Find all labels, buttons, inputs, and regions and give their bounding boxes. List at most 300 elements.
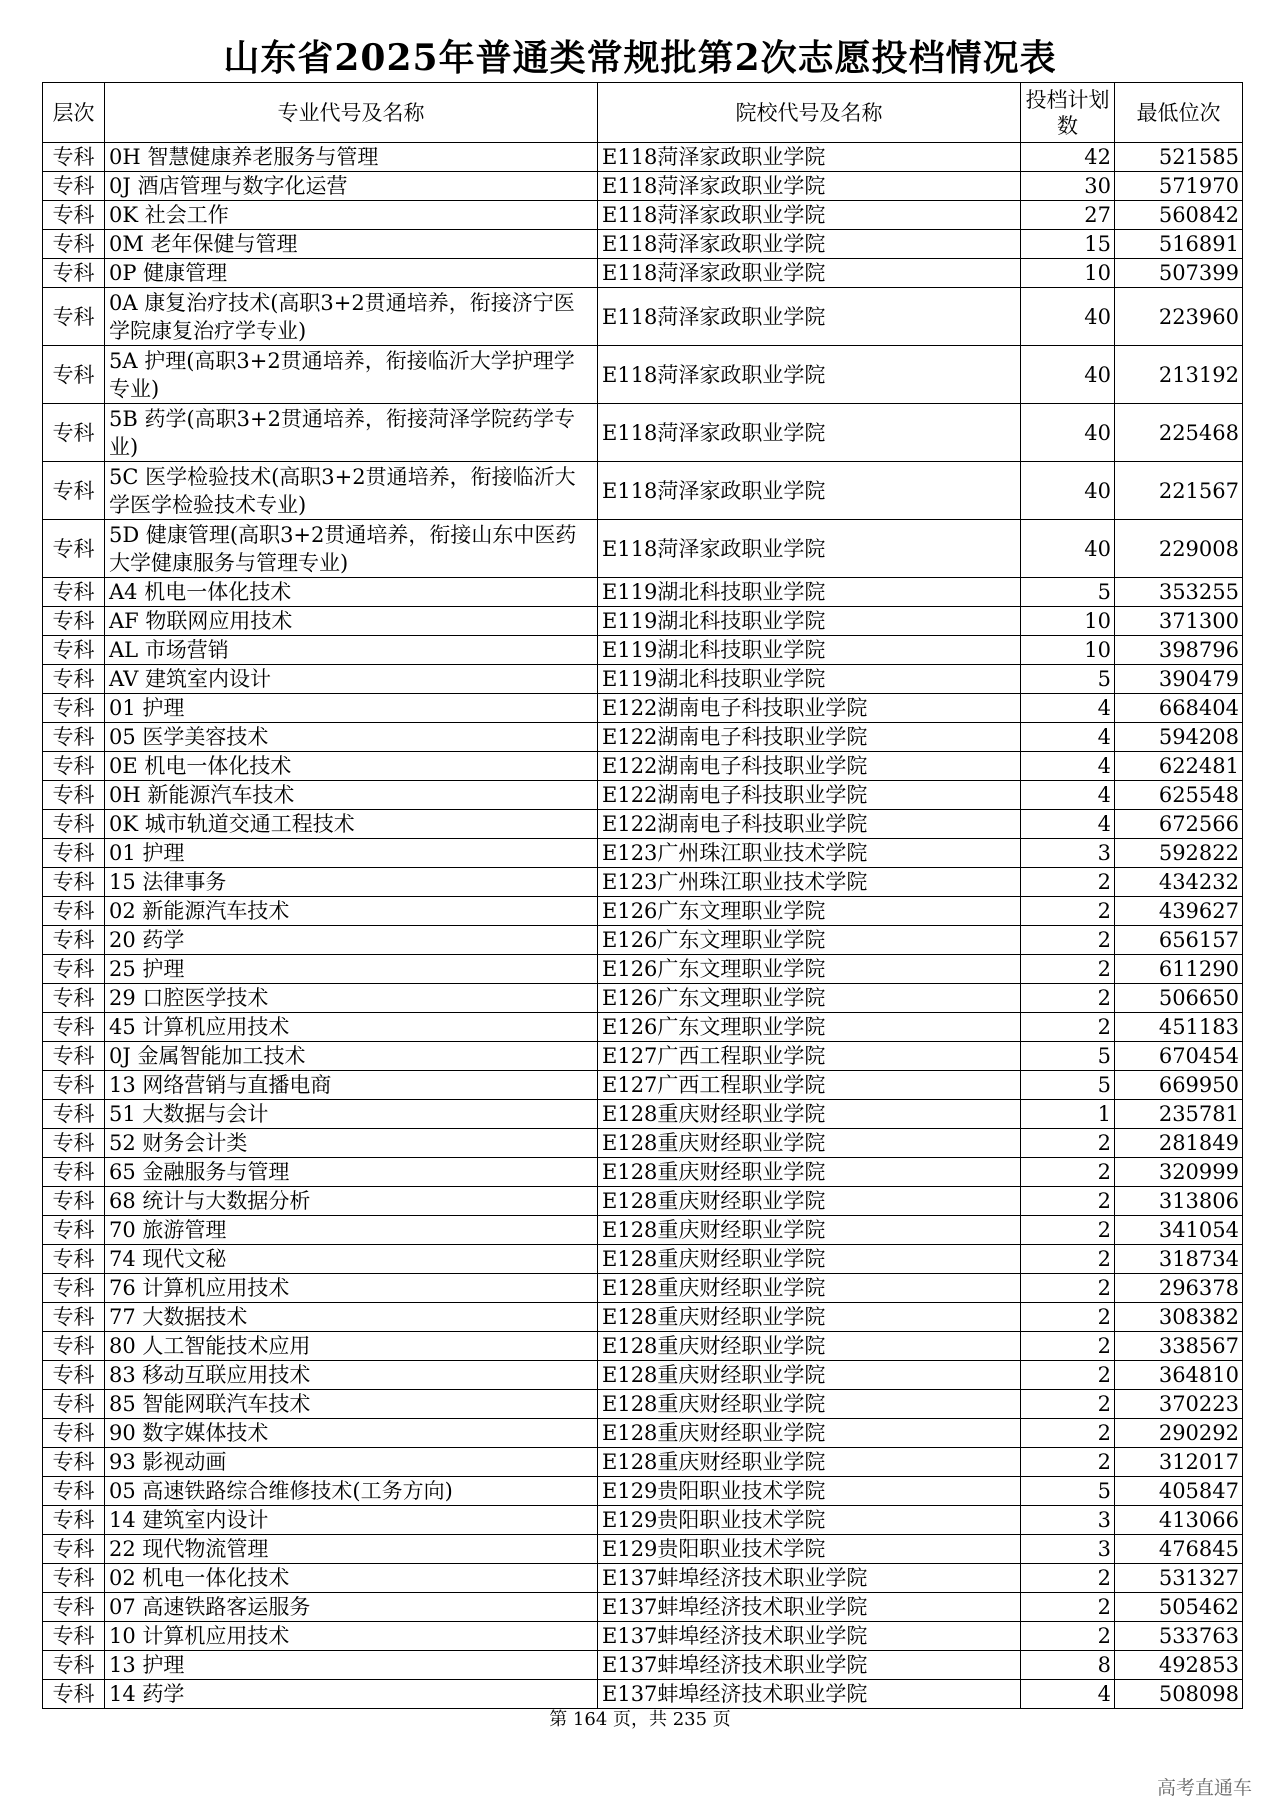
header-rank: 最低位次 bbox=[1115, 83, 1243, 143]
table-row bbox=[43, 781, 1243, 810]
cell-rank: 213192 bbox=[1115, 346, 1243, 404]
cell-level: 专科 bbox=[43, 665, 105, 694]
cell-school: E118菏泽家政职业学院 bbox=[598, 201, 1021, 230]
header-school: 院校代号及名称 bbox=[598, 83, 1021, 143]
cell-major: 0P 健康管理 bbox=[105, 259, 598, 288]
cell-major: 0J 金属智能加工技术 bbox=[105, 1042, 598, 1071]
cell-level: 专科 bbox=[43, 1593, 105, 1622]
cell-rank: 521585 bbox=[1115, 143, 1243, 172]
cell-plan: 3 bbox=[1021, 1535, 1115, 1564]
cell-rank: 353255 bbox=[1115, 578, 1243, 607]
cell-school: E119湖北科技职业学院 bbox=[598, 665, 1021, 694]
cell-plan: 10 bbox=[1021, 636, 1115, 665]
cell-school: E119湖北科技职业学院 bbox=[598, 578, 1021, 607]
cell-major: 45 计算机应用技术 bbox=[105, 1013, 598, 1042]
cell-plan: 2 bbox=[1021, 1361, 1115, 1390]
table-row bbox=[43, 1680, 1243, 1709]
cell-major: 02 机电一体化技术 bbox=[105, 1564, 598, 1593]
cell-rank: 296378 bbox=[1115, 1274, 1243, 1303]
table-row bbox=[43, 984, 1243, 1013]
cell-plan: 4 bbox=[1021, 694, 1115, 723]
cell-level: 专科 bbox=[43, 520, 105, 578]
cell-rank: 672566 bbox=[1115, 810, 1243, 839]
cell-rank: 594208 bbox=[1115, 723, 1243, 752]
cell-level: 专科 bbox=[43, 752, 105, 781]
cell-school: E128重庆财经职业学院 bbox=[598, 1216, 1021, 1245]
table-row bbox=[43, 346, 1243, 404]
cell-level: 专科 bbox=[43, 839, 105, 868]
cell-major: 0M 老年保健与管理 bbox=[105, 230, 598, 259]
cell-level: 专科 bbox=[43, 172, 105, 201]
cell-rank: 434232 bbox=[1115, 868, 1243, 897]
cell-school: E128重庆财经职业学院 bbox=[598, 1158, 1021, 1187]
cell-level: 专科 bbox=[43, 1158, 105, 1187]
cell-major: 25 护理 bbox=[105, 955, 598, 984]
cell-rank: 656157 bbox=[1115, 926, 1243, 955]
table-row bbox=[43, 1419, 1243, 1448]
cell-plan: 10 bbox=[1021, 607, 1115, 636]
cell-rank: 364810 bbox=[1115, 1361, 1243, 1390]
cell-level: 专科 bbox=[43, 1680, 105, 1709]
cell-plan: 42 bbox=[1021, 143, 1115, 172]
table-row bbox=[43, 259, 1243, 288]
table-row bbox=[43, 1216, 1243, 1245]
cell-level: 专科 bbox=[43, 1535, 105, 1564]
cell-major: 10 计算机应用技术 bbox=[105, 1622, 598, 1651]
cell-rank: 312017 bbox=[1115, 1448, 1243, 1477]
table-row bbox=[43, 868, 1243, 897]
cell-plan: 2 bbox=[1021, 1274, 1115, 1303]
cell-major: 70 旅游管理 bbox=[105, 1216, 598, 1245]
table-row bbox=[43, 288, 1243, 346]
cell-rank: 235781 bbox=[1115, 1100, 1243, 1129]
table-row bbox=[43, 1361, 1243, 1390]
cell-level: 专科 bbox=[43, 1419, 105, 1448]
table-row bbox=[43, 172, 1243, 201]
cell-level: 专科 bbox=[43, 201, 105, 230]
table-row bbox=[43, 1390, 1243, 1419]
cell-major: 5A 护理(高职3+2贯通培养，衔接临沂大学护理学专业) bbox=[105, 346, 598, 404]
cell-school: E126广东文理职业学院 bbox=[598, 926, 1021, 955]
cell-major: 22 现代物流管理 bbox=[105, 1535, 598, 1564]
cell-level: 专科 bbox=[43, 288, 105, 346]
cell-plan: 4 bbox=[1021, 723, 1115, 752]
cell-rank: 290292 bbox=[1115, 1419, 1243, 1448]
cell-school: E128重庆财经职业学院 bbox=[598, 1303, 1021, 1332]
cell-plan: 2 bbox=[1021, 1303, 1115, 1332]
cell-rank: 669950 bbox=[1115, 1071, 1243, 1100]
cell-rank: 223960 bbox=[1115, 288, 1243, 346]
cell-major: 90 数字媒体技术 bbox=[105, 1419, 598, 1448]
table-row bbox=[43, 955, 1243, 984]
cell-school: E128重庆财经职业学院 bbox=[598, 1274, 1021, 1303]
table-row bbox=[43, 1042, 1243, 1071]
header-plan: 投档计划数 bbox=[1021, 83, 1115, 143]
cell-rank: 390479 bbox=[1115, 665, 1243, 694]
cell-plan: 4 bbox=[1021, 810, 1115, 839]
cell-level: 专科 bbox=[43, 694, 105, 723]
table-row bbox=[43, 810, 1243, 839]
table-row bbox=[43, 404, 1243, 462]
cell-level: 专科 bbox=[43, 1013, 105, 1042]
cell-school: E119湖北科技职业学院 bbox=[598, 607, 1021, 636]
cell-level: 专科 bbox=[43, 1477, 105, 1506]
cell-rank: 531327 bbox=[1115, 1564, 1243, 1593]
cell-major: 5D 健康管理(高职3+2贯通培养，衔接山东中医药大学健康服务与管理专业) bbox=[105, 520, 598, 578]
cell-level: 专科 bbox=[43, 607, 105, 636]
cell-level: 专科 bbox=[43, 404, 105, 462]
cell-rank: 371300 bbox=[1115, 607, 1243, 636]
cell-level: 专科 bbox=[43, 1361, 105, 1390]
cell-major: 0J 酒店管理与数字化运营 bbox=[105, 172, 598, 201]
cell-school: E127广西工程职业学院 bbox=[598, 1042, 1021, 1071]
cell-rank: 505462 bbox=[1115, 1593, 1243, 1622]
cell-plan: 2 bbox=[1021, 1593, 1115, 1622]
cell-school: E118菏泽家政职业学院 bbox=[598, 259, 1021, 288]
cell-major: 93 影视动画 bbox=[105, 1448, 598, 1477]
cell-major: 0H 新能源汽车技术 bbox=[105, 781, 598, 810]
cell-level: 专科 bbox=[43, 1564, 105, 1593]
table-body bbox=[43, 143, 1243, 1709]
cell-rank: 451183 bbox=[1115, 1013, 1243, 1042]
cell-school: E126广东文理职业学院 bbox=[598, 897, 1021, 926]
cell-major: 74 现代文秘 bbox=[105, 1245, 598, 1274]
cell-school: E128重庆财经职业学院 bbox=[598, 1100, 1021, 1129]
cell-rank: 560842 bbox=[1115, 201, 1243, 230]
table-row bbox=[43, 636, 1243, 665]
cell-rank: 668404 bbox=[1115, 694, 1243, 723]
cell-level: 专科 bbox=[43, 1129, 105, 1158]
table-row bbox=[43, 607, 1243, 636]
cell-plan: 5 bbox=[1021, 665, 1115, 694]
cell-rank: 313806 bbox=[1115, 1187, 1243, 1216]
cell-plan: 4 bbox=[1021, 752, 1115, 781]
cell-school: E118菏泽家政职业学院 bbox=[598, 520, 1021, 578]
cell-rank: 516891 bbox=[1115, 230, 1243, 259]
cell-major: 51 大数据与会计 bbox=[105, 1100, 598, 1129]
cell-school: E128重庆财经职业学院 bbox=[598, 1390, 1021, 1419]
cell-plan: 2 bbox=[1021, 984, 1115, 1013]
header-level: 层次 bbox=[43, 83, 105, 143]
cell-school: E118菏泽家政职业学院 bbox=[598, 143, 1021, 172]
cell-level: 专科 bbox=[43, 955, 105, 984]
cell-rank: 592822 bbox=[1115, 839, 1243, 868]
cell-major: 15 法律事务 bbox=[105, 868, 598, 897]
cell-rank: 476845 bbox=[1115, 1535, 1243, 1564]
cell-rank: 338567 bbox=[1115, 1332, 1243, 1361]
cell-major: 13 网络营销与直播电商 bbox=[105, 1071, 598, 1100]
cell-major: 0A 康复治疗技术(高职3+2贯通培养，衔接济宁医学院康复治疗学专业) bbox=[105, 288, 598, 346]
table-row bbox=[43, 1477, 1243, 1506]
table-row bbox=[43, 1564, 1243, 1593]
cell-rank: 533763 bbox=[1115, 1622, 1243, 1651]
cell-major: 05 医学美容技术 bbox=[105, 723, 598, 752]
page-footer: 第 164 页，共 235 页 bbox=[549, 1709, 731, 1730]
cell-level: 专科 bbox=[43, 1651, 105, 1680]
cell-rank: 508098 bbox=[1115, 1680, 1243, 1709]
cell-major: 01 护理 bbox=[105, 839, 598, 868]
cell-major: 5B 药学(高职3+2贯通培养，衔接菏泽学院药学专业) bbox=[105, 404, 598, 462]
header-major: 专业代号及名称 bbox=[105, 83, 598, 143]
cell-school: E128重庆财经职业学院 bbox=[598, 1448, 1021, 1477]
table-row bbox=[43, 143, 1243, 172]
cell-major: 29 口腔医学技术 bbox=[105, 984, 598, 1013]
cell-level: 专科 bbox=[43, 1390, 105, 1419]
cell-major: A4 机电一体化技术 bbox=[105, 578, 598, 607]
table-row bbox=[43, 520, 1243, 578]
cell-school: E126广东文理职业学院 bbox=[598, 1013, 1021, 1042]
cell-level: 专科 bbox=[43, 1303, 105, 1332]
cell-school: E128重庆财经职业学院 bbox=[598, 1187, 1021, 1216]
table-row bbox=[43, 1100, 1243, 1129]
table-row bbox=[43, 1622, 1243, 1651]
cell-major: 02 新能源汽车技术 bbox=[105, 897, 598, 926]
cell-rank: 405847 bbox=[1115, 1477, 1243, 1506]
cell-school: E126广东文理职业学院 bbox=[598, 955, 1021, 984]
cell-rank: 398796 bbox=[1115, 636, 1243, 665]
cell-plan: 2 bbox=[1021, 955, 1115, 984]
cell-plan: 40 bbox=[1021, 404, 1115, 462]
cell-level: 专科 bbox=[43, 1506, 105, 1535]
header-row bbox=[43, 83, 1243, 143]
cell-major: 20 药学 bbox=[105, 926, 598, 955]
cell-level: 专科 bbox=[43, 1042, 105, 1071]
document-title: 山东省2025年普通类常规批第2次志愿投档情况表 bbox=[223, 37, 1057, 79]
cell-plan: 8 bbox=[1021, 1651, 1115, 1680]
cell-school: E118菏泽家政职业学院 bbox=[598, 404, 1021, 462]
table-row bbox=[43, 1274, 1243, 1303]
table-row bbox=[43, 201, 1243, 230]
cell-major: 13 护理 bbox=[105, 1651, 598, 1680]
cell-level: 专科 bbox=[43, 230, 105, 259]
cell-school: E129贵阳职业技术学院 bbox=[598, 1477, 1021, 1506]
table-row bbox=[43, 1245, 1243, 1274]
table-row bbox=[43, 1506, 1243, 1535]
cell-plan: 2 bbox=[1021, 1129, 1115, 1158]
cell-plan: 40 bbox=[1021, 462, 1115, 520]
cell-school: E128重庆财经职业学院 bbox=[598, 1129, 1021, 1158]
cell-level: 专科 bbox=[43, 259, 105, 288]
cell-rank: 229008 bbox=[1115, 520, 1243, 578]
cell-level: 专科 bbox=[43, 810, 105, 839]
cell-plan: 40 bbox=[1021, 346, 1115, 404]
cell-rank: 670454 bbox=[1115, 1042, 1243, 1071]
table-row bbox=[43, 578, 1243, 607]
cell-rank: 370223 bbox=[1115, 1390, 1243, 1419]
cell-major: 07 高速铁路客运服务 bbox=[105, 1593, 598, 1622]
cell-school: E127广西工程职业学院 bbox=[598, 1071, 1021, 1100]
cell-rank: 439627 bbox=[1115, 897, 1243, 926]
cell-major: 14 药学 bbox=[105, 1680, 598, 1709]
table-row bbox=[43, 1071, 1243, 1100]
cell-plan: 2 bbox=[1021, 1013, 1115, 1042]
cell-school: E129贵阳职业技术学院 bbox=[598, 1506, 1021, 1535]
cell-school: E118菏泽家政职业学院 bbox=[598, 346, 1021, 404]
cell-plan: 10 bbox=[1021, 259, 1115, 288]
cell-school: E118菏泽家政职业学院 bbox=[598, 172, 1021, 201]
table-row bbox=[43, 839, 1243, 868]
table-row bbox=[43, 897, 1243, 926]
table-row bbox=[43, 1303, 1243, 1332]
cell-plan: 2 bbox=[1021, 1187, 1115, 1216]
cell-level: 专科 bbox=[43, 984, 105, 1013]
cell-major: 0K 社会工作 bbox=[105, 201, 598, 230]
cell-level: 专科 bbox=[43, 1100, 105, 1129]
cell-major: 68 统计与大数据分析 bbox=[105, 1187, 598, 1216]
cell-major: 65 金融服务与管理 bbox=[105, 1158, 598, 1187]
cell-level: 专科 bbox=[43, 1245, 105, 1274]
cell-plan: 2 bbox=[1021, 1564, 1115, 1593]
cell-rank: 341054 bbox=[1115, 1216, 1243, 1245]
cell-school: E126广东文理职业学院 bbox=[598, 984, 1021, 1013]
cell-rank: 625548 bbox=[1115, 781, 1243, 810]
cell-plan: 40 bbox=[1021, 288, 1115, 346]
cell-rank: 221567 bbox=[1115, 462, 1243, 520]
cell-plan: 2 bbox=[1021, 868, 1115, 897]
cell-rank: 507399 bbox=[1115, 259, 1243, 288]
cell-level: 专科 bbox=[43, 1187, 105, 1216]
cell-plan: 3 bbox=[1021, 839, 1115, 868]
cell-plan: 2 bbox=[1021, 1332, 1115, 1361]
cell-level: 专科 bbox=[43, 1448, 105, 1477]
cell-level: 专科 bbox=[43, 868, 105, 897]
cell-rank: 413066 bbox=[1115, 1506, 1243, 1535]
cell-plan: 2 bbox=[1021, 1390, 1115, 1419]
cell-rank: 318734 bbox=[1115, 1245, 1243, 1274]
cell-rank: 492853 bbox=[1115, 1651, 1243, 1680]
cell-plan: 5 bbox=[1021, 1477, 1115, 1506]
cell-school: E137蚌埠经济技术职业学院 bbox=[598, 1564, 1021, 1593]
cell-major: 76 计算机应用技术 bbox=[105, 1274, 598, 1303]
cell-school: E128重庆财经职业学院 bbox=[598, 1361, 1021, 1390]
cell-level: 专科 bbox=[43, 636, 105, 665]
cell-plan: 27 bbox=[1021, 201, 1115, 230]
table-row bbox=[43, 723, 1243, 752]
cell-major: 05 高速铁路综合维修技术(工务方向) bbox=[105, 1477, 598, 1506]
table-row bbox=[43, 230, 1243, 259]
cell-plan: 30 bbox=[1021, 172, 1115, 201]
cell-plan: 5 bbox=[1021, 1071, 1115, 1100]
cell-school: E137蚌埠经济技术职业学院 bbox=[598, 1651, 1021, 1680]
cell-school: E118菏泽家政职业学院 bbox=[598, 288, 1021, 346]
cell-level: 专科 bbox=[43, 1332, 105, 1361]
cell-major: 0H 智慧健康养老服务与管理 bbox=[105, 143, 598, 172]
cell-major: 0K 城市轨道交通工程技术 bbox=[105, 810, 598, 839]
cell-plan: 4 bbox=[1021, 781, 1115, 810]
cell-major: AL 市场营销 bbox=[105, 636, 598, 665]
table-row bbox=[43, 694, 1243, 723]
cell-level: 专科 bbox=[43, 781, 105, 810]
cell-school: E119湖北科技职业学院 bbox=[598, 636, 1021, 665]
cell-level: 专科 bbox=[43, 578, 105, 607]
table-row bbox=[43, 1332, 1243, 1361]
cell-plan: 2 bbox=[1021, 1158, 1115, 1187]
cell-school: E122湖南电子科技职业学院 bbox=[598, 723, 1021, 752]
table-row bbox=[43, 1593, 1243, 1622]
table-row bbox=[43, 1013, 1243, 1042]
cell-plan: 2 bbox=[1021, 1448, 1115, 1477]
cell-major: 14 建筑室内设计 bbox=[105, 1506, 598, 1535]
cell-level: 专科 bbox=[43, 723, 105, 752]
cell-plan: 5 bbox=[1021, 1042, 1115, 1071]
cell-school: E118菏泽家政职业学院 bbox=[598, 230, 1021, 259]
table-row bbox=[43, 1448, 1243, 1477]
cell-major: 0E 机电一体化技术 bbox=[105, 752, 598, 781]
cell-plan: 2 bbox=[1021, 1419, 1115, 1448]
cell-rank: 622481 bbox=[1115, 752, 1243, 781]
cell-plan: 2 bbox=[1021, 1622, 1115, 1651]
cell-major: 85 智能网联汽车技术 bbox=[105, 1390, 598, 1419]
cell-level: 专科 bbox=[43, 1274, 105, 1303]
cell-plan: 1 bbox=[1021, 1100, 1115, 1129]
table-row bbox=[43, 462, 1243, 520]
admission-table bbox=[42, 82, 1243, 1709]
cell-level: 专科 bbox=[43, 1216, 105, 1245]
cell-level: 专科 bbox=[43, 143, 105, 172]
cell-school: E122湖南电子科技职业学院 bbox=[598, 810, 1021, 839]
cell-school: E128重庆财经职业学院 bbox=[598, 1245, 1021, 1274]
cell-rank: 308382 bbox=[1115, 1303, 1243, 1332]
table-row bbox=[43, 926, 1243, 955]
cell-level: 专科 bbox=[43, 1622, 105, 1651]
cell-level: 专科 bbox=[43, 1071, 105, 1100]
cell-school: E118菏泽家政职业学院 bbox=[598, 462, 1021, 520]
cell-level: 专科 bbox=[43, 462, 105, 520]
cell-school: E122湖南电子科技职业学院 bbox=[598, 781, 1021, 810]
cell-school: E129贵阳职业技术学院 bbox=[598, 1535, 1021, 1564]
cell-plan: 5 bbox=[1021, 578, 1115, 607]
table-row bbox=[43, 1187, 1243, 1216]
cell-rank: 225468 bbox=[1115, 404, 1243, 462]
cell-major: 01 护理 bbox=[105, 694, 598, 723]
cell-rank: 611290 bbox=[1115, 955, 1243, 984]
cell-school: E123广州珠江职业技术学院 bbox=[598, 839, 1021, 868]
table-row bbox=[43, 1535, 1243, 1564]
table-row bbox=[43, 1129, 1243, 1158]
table-row bbox=[43, 1651, 1243, 1680]
cell-plan: 2 bbox=[1021, 897, 1115, 926]
cell-level: 专科 bbox=[43, 897, 105, 926]
cell-school: E137蚌埠经济技术职业学院 bbox=[598, 1593, 1021, 1622]
cell-rank: 281849 bbox=[1115, 1129, 1243, 1158]
cell-school: E128重庆财经职业学院 bbox=[598, 1419, 1021, 1448]
cell-plan: 3 bbox=[1021, 1506, 1115, 1535]
cell-rank: 506650 bbox=[1115, 984, 1243, 1013]
cell-plan: 2 bbox=[1021, 1245, 1115, 1274]
cell-major: AV 建筑室内设计 bbox=[105, 665, 598, 694]
cell-major: 77 大数据技术 bbox=[105, 1303, 598, 1332]
cell-plan: 4 bbox=[1021, 1680, 1115, 1709]
table-row bbox=[43, 752, 1243, 781]
table-row bbox=[43, 1158, 1243, 1187]
cell-school: E122湖南电子科技职业学院 bbox=[598, 752, 1021, 781]
cell-plan: 40 bbox=[1021, 520, 1115, 578]
cell-major: 52 财务会计类 bbox=[105, 1129, 598, 1158]
cell-major: AF 物联网应用技术 bbox=[105, 607, 598, 636]
cell-school: E128重庆财经职业学院 bbox=[598, 1332, 1021, 1361]
cell-level: 专科 bbox=[43, 346, 105, 404]
cell-major: 83 移动互联应用技术 bbox=[105, 1361, 598, 1390]
table-row bbox=[43, 665, 1243, 694]
cell-level: 专科 bbox=[43, 926, 105, 955]
cell-plan: 15 bbox=[1021, 230, 1115, 259]
cell-plan: 2 bbox=[1021, 1216, 1115, 1245]
cell-rank: 320999 bbox=[1115, 1158, 1243, 1187]
cell-school: E123广州珠江职业技术学院 bbox=[598, 868, 1021, 897]
watermark: 高考直通车 bbox=[1156, 1777, 1252, 1799]
cell-plan: 2 bbox=[1021, 926, 1115, 955]
cell-school: E122湖南电子科技职业学院 bbox=[598, 694, 1021, 723]
